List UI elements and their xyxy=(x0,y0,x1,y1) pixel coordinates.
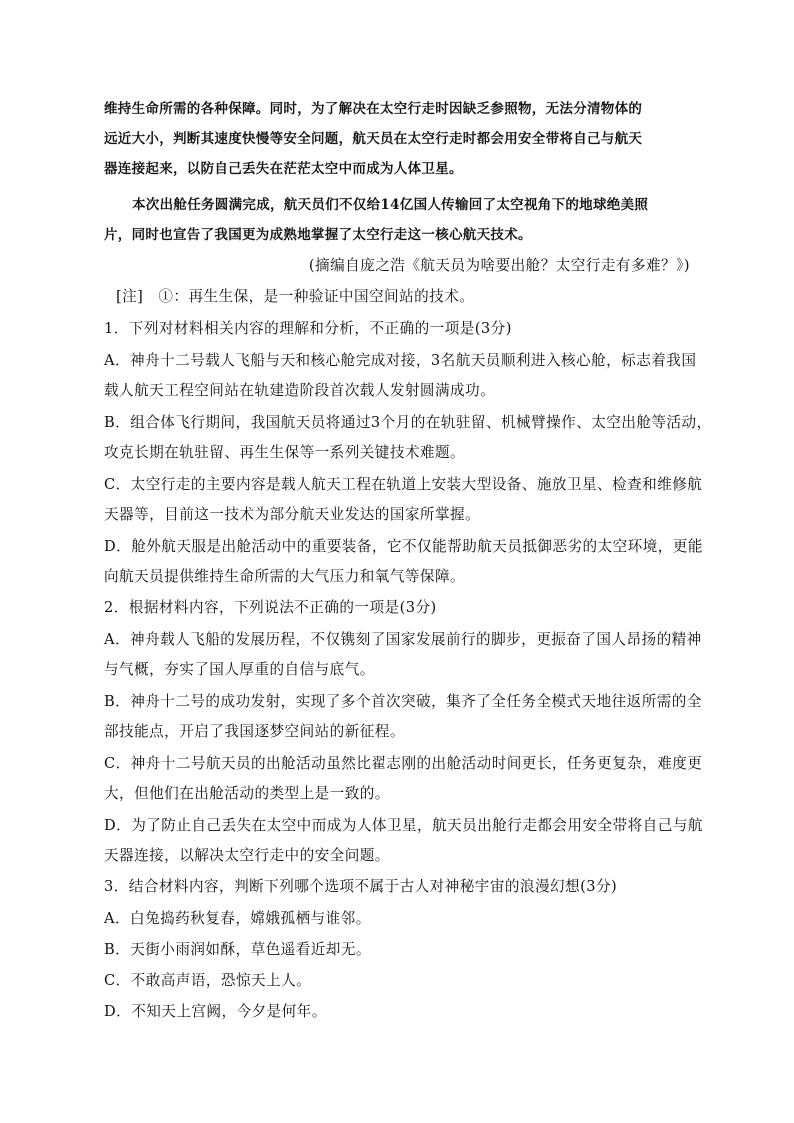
footnote: [注] ①：再生生保，是一种验证中国空间站的技术。 xyxy=(116,288,475,305)
question-1-option-a: A．神舟十二号载人飞船与天和核心舱完成对接，3名航天员顺利进入核心舱，标志着我国 xyxy=(104,352,697,369)
question-2-option-b: B．神舟十二号的成功发射，实现了多个首次突破，集齐了全任务全模式天地往返所需的全 xyxy=(104,693,702,710)
question-1-option-a-cont: 载人航天工程空间站在轨建造阶段首次载人发射圆满成功。 xyxy=(104,382,496,399)
question-3-option-b: B．天街小雨润如酥，草色遥看近却无。 xyxy=(104,941,371,958)
question-2-option-c: C．神舟十二号航天员的出舱活动虽然比翟志刚的出舱活动时间更长，任务更复杂，难度更 xyxy=(104,755,703,772)
question-2-option-a-cont: 与气概，夯实了国人厚重的自信与底气。 xyxy=(104,661,375,678)
question-2-option-b-cont: 部技能点，开启了我国逐梦空间站的新征程。 xyxy=(104,723,405,740)
question-3-option-d: D．不知天上宫阙，今夕是何年。 xyxy=(104,1003,327,1020)
question-3-option-c: C．不敢高声语，恐惊天上人。 xyxy=(104,972,312,989)
source-citation: (摘编自庞之浩《航天员为啥要出舱？太空行走有多难？》) xyxy=(308,257,690,274)
passage-line: 远近大小，判断其速度快慢等安全问题，航天员在太空行走时都会用安全带将自己与航天 xyxy=(104,131,643,147)
question-1-option-c: C．太空行走的主要内容是载人航天工程在轨道上安装大型设备、施放卫星、检查和维修航 xyxy=(104,476,703,493)
question-1-stem: 1．下列对材料相关内容的理解和分析，不正确的一项是(3分) xyxy=(104,320,512,337)
question-2-option-d-cont: 天器连接，以解决太空行走中的安全问题。 xyxy=(104,847,390,864)
question-1-option-c-cont: 天器等，目前这一技术为部分航天业发达的国家所掌握。 xyxy=(104,506,481,523)
passage-line: 本次出舱任务圆满完成，航天员们不仅给14亿国人传输回了太空视角下的地球绝美照 xyxy=(132,197,649,213)
question-1-option-b-cont: 攻克长期在轨驻留、再生生保等一系列关键技术难题。 xyxy=(104,444,466,461)
question-2-option-d: D．为了防止自己丢失在太空中而成为人体卫星，航天员出舱行走都会用安全带将自己与航 xyxy=(104,817,703,834)
passage-line: 器连接起来，以防自己丢失在茫茫太空中而成为人体卫星。 xyxy=(104,161,463,177)
passage-line: 维持生命所需的各种保障。同时，为了解决在太空行走时因缺乏参照物，无法分清物体的 xyxy=(104,101,643,117)
question-3-option-a: A．白兔捣药秋复春，嫦娥孤栖与谁邻。 xyxy=(104,910,371,927)
question-1-option-b: B．组合体飞行期间，我国航天员将通过3个月的在轨驻留、机械臂操作、太空出舱等活动， xyxy=(104,414,712,431)
question-1-option-d: D．舱外航天服是出舱活动中的重要装备，它不仅能帮助航天员抵御恶劣的太空环境，更能 xyxy=(104,538,703,555)
question-1-option-d-cont: 向航天员提供维持生命所需的大气压力和氧气等保障。 xyxy=(104,568,466,585)
question-2-stem: 2．根据材料内容，下列说法不正确的一项是(3分) xyxy=(104,599,437,616)
question-2-option-c-cont: 大，但他们在出舱活动的类型上是一致的。 xyxy=(104,785,390,802)
passage-line: 片，同时也宣告了我国更为成熟地掌握了太空行走这一核心航天技术。 xyxy=(104,227,532,243)
question-3-stem: 3．结合材料内容，判断下列哪个选项不属于古人对神秘宇宙的浪漫幻想(3分) xyxy=(104,878,618,895)
question-2-option-a: A．神舟载人飞船的发展历程，不仅镌刻了国家发展前行的脚步，更振奋了国人昂扬的精神 xyxy=(104,631,702,648)
